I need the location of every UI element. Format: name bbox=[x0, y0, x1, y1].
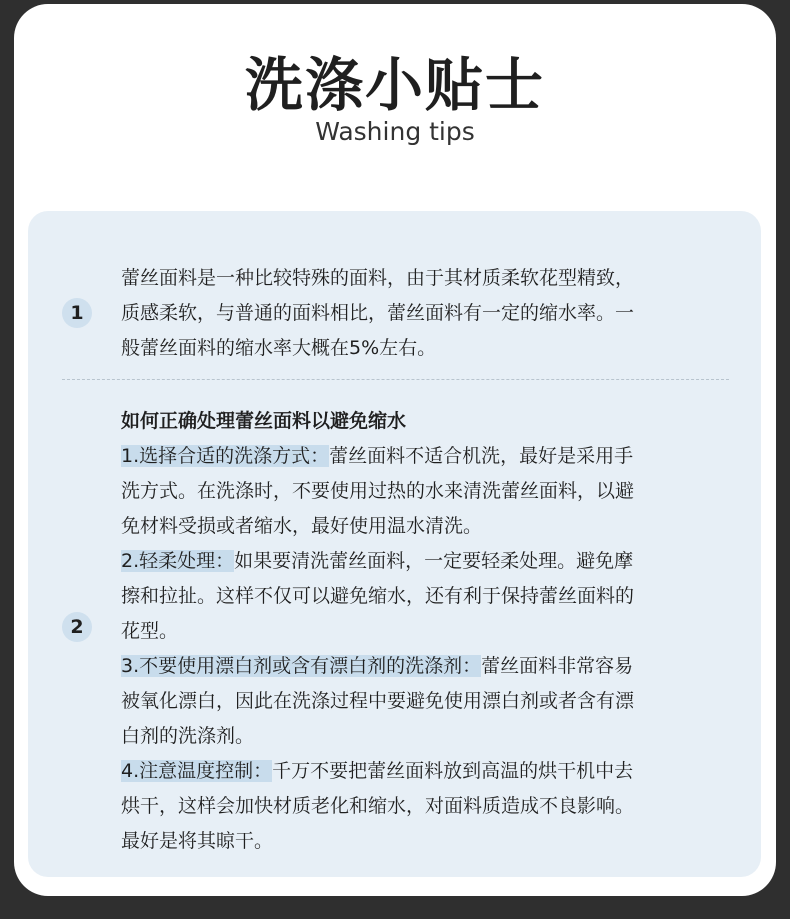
page-title: 洗涤小贴士 bbox=[244, 51, 545, 119]
method-line: 最好是将其晾干。 bbox=[121, 830, 274, 852]
method-text: 蕾丝面料非常容易 bbox=[481, 655, 634, 677]
method-text: 蕾丝面料不适合机洗，最好是采用手 bbox=[329, 445, 634, 467]
method-label-highlight: 2.轻柔处理： bbox=[121, 550, 235, 572]
method-line bbox=[121, 544, 726, 579]
tip-1-line: 蕾丝面料是一种比较特殊的面料，由于其材质柔软花型精致， bbox=[121, 267, 635, 289]
tip-number-badge: 1 bbox=[62, 298, 92, 328]
tip-1-line: 般蕾丝面料的缩水率大概在5%左右。 bbox=[121, 337, 437, 359]
method-line bbox=[121, 754, 726, 789]
method-label-highlight: 4.注意温度控制： bbox=[121, 760, 273, 782]
method-label-highlight: 3.不要使用漂白剂或含有漂白剂的洗涤剂： bbox=[121, 655, 482, 677]
tip-1-text bbox=[121, 261, 726, 366]
method-line: 免材料受损或者缩水，最好使用温水清洗。 bbox=[121, 515, 483, 537]
method-line: 被氧化漂白，因此在洗涤过程中要避免使用漂白剂或者含有漂 bbox=[121, 690, 635, 712]
tip-number-badge: 2 bbox=[62, 612, 92, 642]
method-line: 白剂的洗涤剂。 bbox=[121, 725, 255, 747]
tip-2-text bbox=[121, 404, 726, 859]
tip-1-line: 质感柔软，与普通的面料相比，蕾丝面料有一定的缩水率。一 bbox=[121, 302, 635, 324]
method-line: 洗方式。在洗涤时，不要使用过热的水来清洗蕾丝面料，以避 bbox=[121, 480, 635, 502]
method-text: 千万不要把蕾丝面料放到高温的烘干机中去 bbox=[272, 760, 634, 782]
section-divider bbox=[62, 379, 729, 380]
method-label-highlight: 1.选择合适的洗涤方式： bbox=[121, 445, 330, 467]
page-subtitle: Washing tips bbox=[315, 117, 475, 146]
tip-2-heading: 如何正确处理蕾丝面料以避免缩水 bbox=[121, 410, 407, 432]
method-text: 如果要清洗蕾丝面料，一定要轻柔处理。避免摩 bbox=[234, 550, 634, 572]
method-line: 烘干，这样会加快材质老化和缩水，对面料质造成不良影响。 bbox=[121, 795, 635, 817]
method-line bbox=[121, 649, 726, 684]
method-line: 擦和拉扯。这样不仅可以避免缩水，还有利于保持蕾丝面料的 bbox=[121, 585, 635, 607]
method-line: 花型。 bbox=[121, 620, 179, 642]
method-line bbox=[121, 439, 726, 474]
